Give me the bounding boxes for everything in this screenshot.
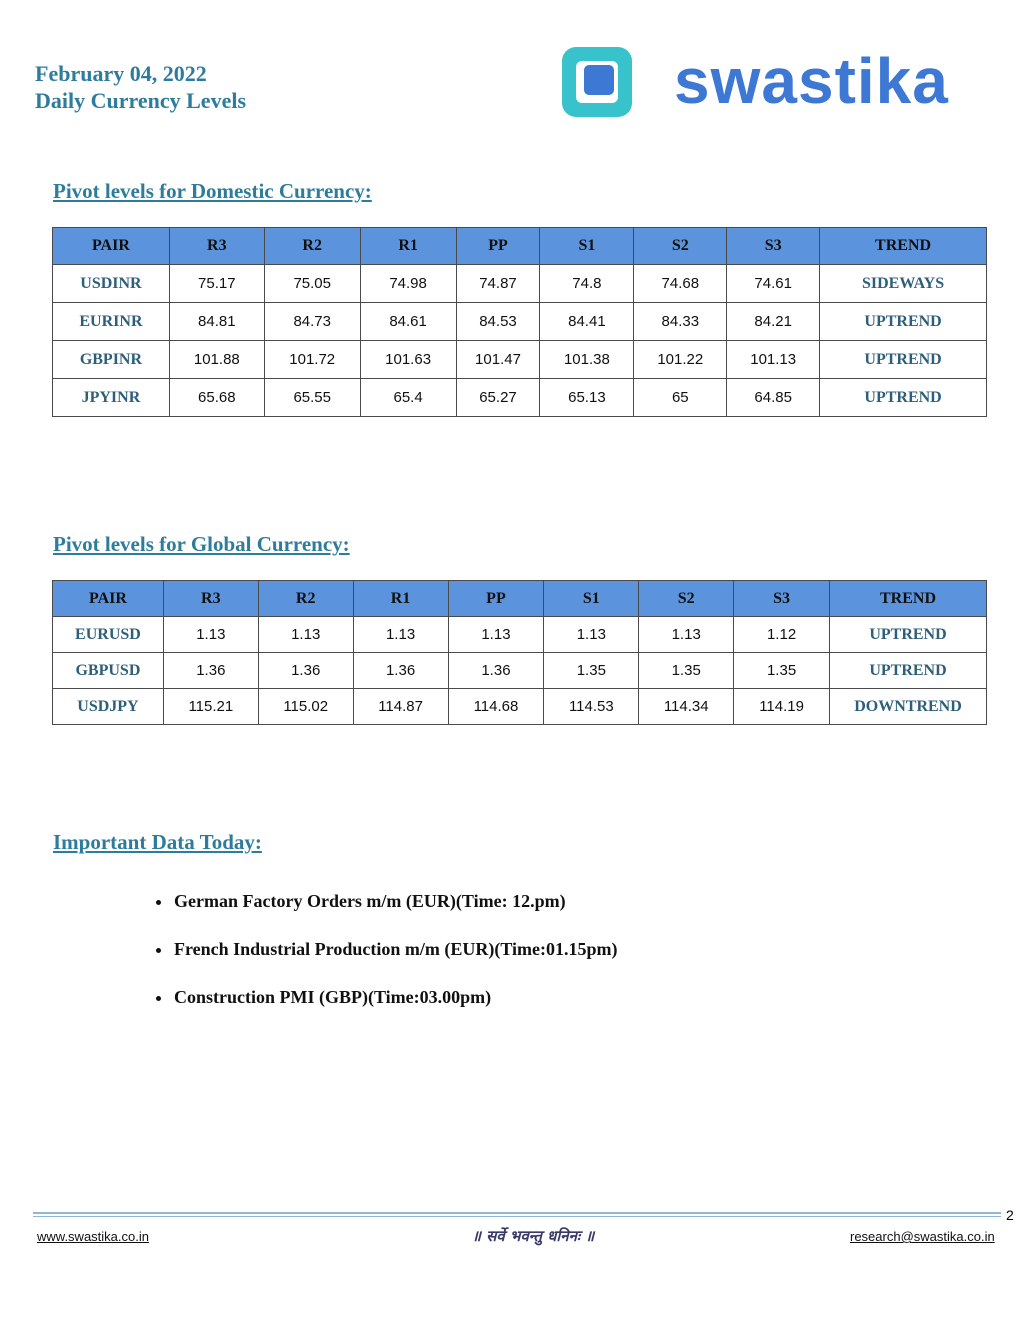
col-header-s3: S3 xyxy=(734,581,830,617)
col-header-r1: R1 xyxy=(353,581,448,617)
s2-cell: 114.34 xyxy=(639,689,734,725)
report-header xyxy=(35,60,246,114)
footer-divider-thin xyxy=(33,1216,1001,1217)
col-header-pair: PAIR xyxy=(53,228,170,265)
pair-cell: JPYINR xyxy=(53,379,170,417)
col-header-s1: S1 xyxy=(540,228,634,265)
r1-cell: 1.13 xyxy=(353,617,448,653)
r3-cell: 1.36 xyxy=(163,653,258,689)
pp-cell: 84.53 xyxy=(456,303,540,341)
col-header-s3: S3 xyxy=(727,228,820,265)
col-header-trend: TREND xyxy=(820,228,987,265)
domestic-header-row xyxy=(53,228,987,265)
s2-cell: 101.22 xyxy=(634,341,727,379)
list-item: • German Factory Orders m/m (EUR)(Time: 12.pm) xyxy=(173,884,618,932)
pair-cell: USDINR xyxy=(53,265,170,303)
table-row xyxy=(53,653,987,689)
r2-cell: 75.05 xyxy=(264,265,360,303)
r3-cell: 115.21 xyxy=(163,689,258,725)
table-row xyxy=(53,689,987,725)
global-pivot-table xyxy=(52,580,987,725)
trend-cell: UPTREND xyxy=(830,653,987,689)
s3-cell: 74.61 xyxy=(727,265,820,303)
domestic-pivot-table xyxy=(52,227,987,417)
s3-cell: 1.12 xyxy=(734,617,830,653)
s1-cell: 65.13 xyxy=(540,379,634,417)
pair-cell: USDJPY xyxy=(53,689,164,725)
table-row xyxy=(53,617,987,653)
col-header-r2: R2 xyxy=(258,581,353,617)
r1-cell: 101.63 xyxy=(360,341,456,379)
important-section-title: Important Data Today: xyxy=(53,830,262,854)
trend-cell: UPTREND xyxy=(820,341,987,379)
table-row xyxy=(53,265,987,303)
s3-cell: 84.21 xyxy=(727,303,820,341)
trend-cell: UPTREND xyxy=(820,303,987,341)
s2-cell: 1.13 xyxy=(639,617,734,653)
col-header-pair: PAIR xyxy=(53,581,164,617)
important-events-list xyxy=(125,884,618,1028)
col-header-s2: S2 xyxy=(634,228,727,265)
r1-cell: 74.98 xyxy=(360,265,456,303)
r2-cell: 65.55 xyxy=(264,379,360,417)
website-link[interactable]: www.swastika.co.in xyxy=(37,1229,149,1244)
report-subtitle: Daily Currency Levels xyxy=(35,88,247,113)
s3-cell: 64.85 xyxy=(727,379,820,417)
col-header-trend: TREND xyxy=(830,581,987,617)
pp-cell: 74.87 xyxy=(456,265,540,303)
s2-cell: 74.68 xyxy=(634,265,727,303)
trend-cell: DOWNTREND xyxy=(830,689,987,725)
report-date: February 04, 2022 xyxy=(35,61,207,86)
r1-cell: 84.61 xyxy=(360,303,456,341)
footer-motto: ॥ सर्वे भवन्तु धनिनः ॥ xyxy=(472,1227,595,1245)
s2-cell: 65 xyxy=(634,379,727,417)
global-section-title: Pivot levels for Global Currency: xyxy=(53,532,350,556)
trend-cell: UPTREND xyxy=(820,379,987,417)
col-header-r2: R2 xyxy=(264,228,360,265)
pp-cell: 1.13 xyxy=(448,617,544,653)
pp-cell: 114.68 xyxy=(448,689,544,725)
swastika-logo-text: swastika xyxy=(674,45,949,117)
col-header-pp: PP xyxy=(456,228,540,265)
pp-cell: 101.47 xyxy=(456,341,540,379)
list-item: • French Industrial Production m/m (EUR)(Time:01.15pm) xyxy=(173,932,618,980)
s1-cell: 114.53 xyxy=(544,689,639,725)
s3-cell: 1.35 xyxy=(734,653,830,689)
s1-cell: 1.13 xyxy=(544,617,639,653)
table-row xyxy=(53,341,987,379)
pair-cell: GBPINR xyxy=(53,341,170,379)
pair-cell: EURUSD xyxy=(53,617,164,653)
r3-cell: 1.13 xyxy=(163,617,258,653)
trend-cell: SIDEWAYS xyxy=(820,265,987,303)
r1-cell: 114.87 xyxy=(353,689,448,725)
r2-cell: 1.13 xyxy=(258,617,353,653)
col-header-s1: S1 xyxy=(544,581,639,617)
swastika-logo-mark-icon xyxy=(560,43,636,119)
s1-cell: 74.8 xyxy=(540,265,634,303)
s3-cell: 101.13 xyxy=(727,341,820,379)
r1-cell: 65.4 xyxy=(360,379,456,417)
domestic-section-title: Pivot levels for Domestic Currency: xyxy=(53,179,372,203)
footer-divider xyxy=(33,1212,1001,1214)
global-header-row xyxy=(53,581,987,617)
r2-cell: 101.72 xyxy=(264,341,360,379)
pair-cell: GBPUSD xyxy=(53,653,164,689)
s1-cell: 84.41 xyxy=(540,303,634,341)
pp-cell: 1.36 xyxy=(448,653,544,689)
r1-cell: 1.36 xyxy=(353,653,448,689)
r3-cell: 101.88 xyxy=(169,341,264,379)
s2-cell: 1.35 xyxy=(639,653,734,689)
r2-cell: 1.36 xyxy=(258,653,353,689)
list-item: • Construction PMI (GBP)(Time:03.00pm) xyxy=(173,980,618,1028)
table-row xyxy=(53,303,987,341)
table-row xyxy=(53,379,987,417)
r3-cell: 84.81 xyxy=(169,303,264,341)
email-link[interactable]: research@swastika.co.in xyxy=(850,1229,995,1244)
col-header-pp: PP xyxy=(448,581,544,617)
r3-cell: 65.68 xyxy=(169,379,264,417)
trend-cell: UPTREND xyxy=(830,617,987,653)
s1-cell: 1.35 xyxy=(544,653,639,689)
swastika-logo xyxy=(560,40,1010,122)
s2-cell: 84.33 xyxy=(634,303,727,341)
s3-cell: 114.19 xyxy=(734,689,830,725)
r3-cell: 75.17 xyxy=(169,265,264,303)
r2-cell: 84.73 xyxy=(264,303,360,341)
pair-cell: EURINR xyxy=(53,303,170,341)
pp-cell: 65.27 xyxy=(456,379,540,417)
col-header-r3: R3 xyxy=(163,581,258,617)
r2-cell: 115.02 xyxy=(258,689,353,725)
col-header-r1: R1 xyxy=(360,228,456,265)
s1-cell: 101.38 xyxy=(540,341,634,379)
col-header-s2: S2 xyxy=(639,581,734,617)
col-header-r3: R3 xyxy=(169,228,264,265)
page-number: 2 xyxy=(1006,1207,1014,1223)
